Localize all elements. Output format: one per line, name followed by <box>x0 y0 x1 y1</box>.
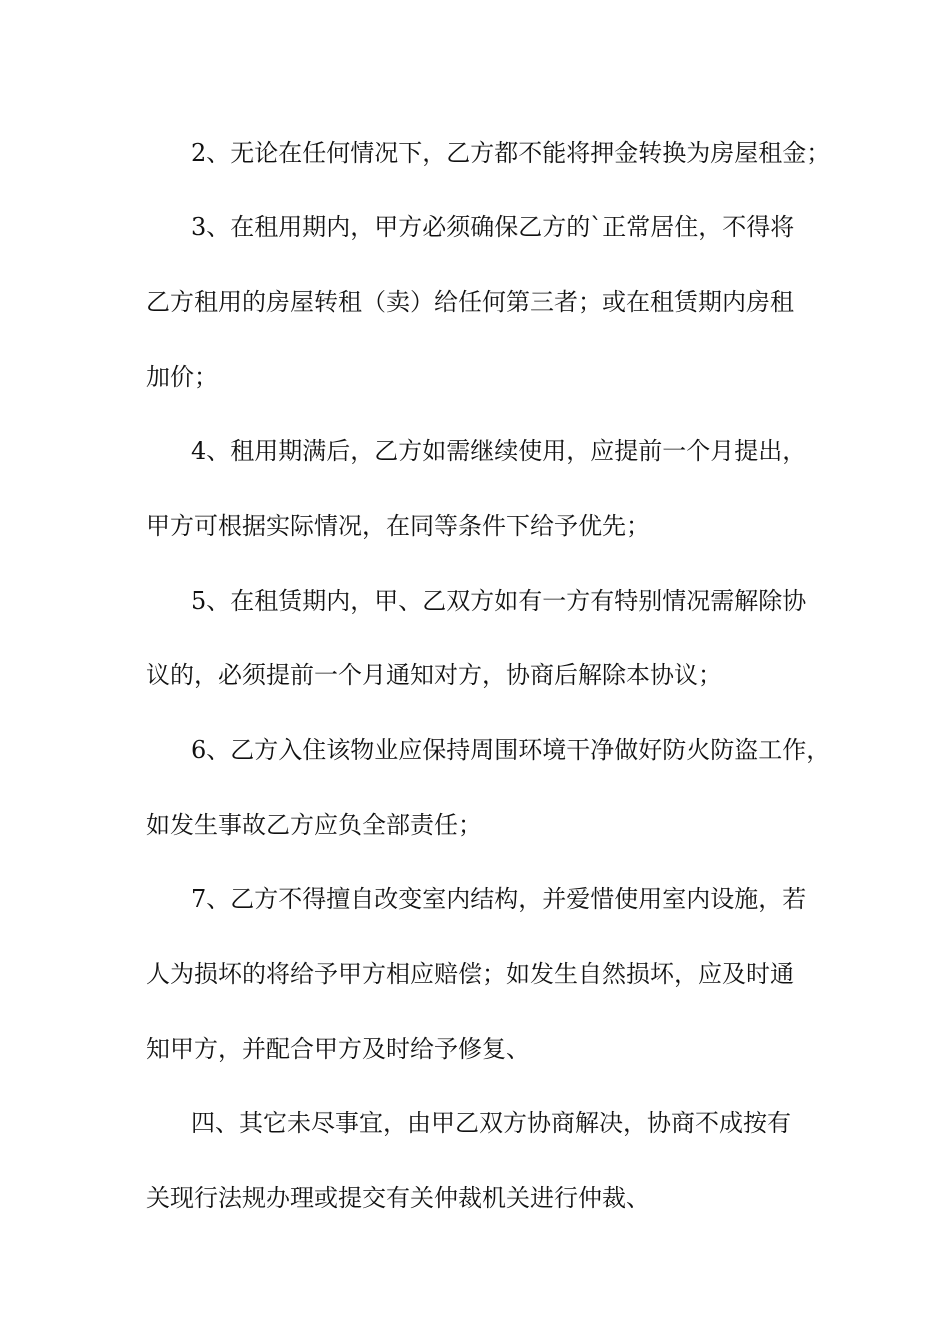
clause-7-line-1: 7、乙方不得擅自改变室内结构，并爱惜使用室内设施，若 <box>191 885 807 913</box>
clause-6-line-1: 6、乙方入住该物业应保持周围环境干净做好防火防盗工作， <box>191 736 831 764</box>
clause-3-line-1: 3、在租用期内，甲方必须确保乙方的`正常居住，不得将 <box>191 213 795 241</box>
clause-4-line-2: 甲方可根据实际情况，在同等条件下给予优先； <box>146 512 650 540</box>
clause-2-line-1: 2、无论在任何情况下，乙方都不能将押金转换为房屋租金； <box>191 139 831 167</box>
section-4-line-2: 关现行法规办理或提交有关仲裁机关进行仲裁、 <box>146 1184 650 1212</box>
section-4-line-1: 四、其它未尽事宜，由甲乙双方协商解决，协商不成按有 <box>191 1109 791 1137</box>
clause-7-line-3: 知甲方，并配合甲方及时给予修复、 <box>146 1035 530 1063</box>
clause-3-line-2: 乙方租用的房屋转租（卖）给任何第三者；或在租赁期内房租 <box>146 288 794 316</box>
clause-5-line-1: 5、在租赁期内，甲、乙双方如有一方有特别情况需解除协 <box>191 587 807 615</box>
clause-7-line-2: 人为损坏的将给予甲方相应赔偿；如发生自然损坏，应及时通 <box>146 960 794 988</box>
clause-3-line-3: 加价； <box>146 363 218 391</box>
clause-5-line-2: 议的，必须提前一个月通知对方，协商后解除本协议； <box>146 661 722 689</box>
clause-6-line-2: 如发生事故乙方应负全部责任； <box>146 811 482 839</box>
clause-4-line-1: 4、租用期满后，乙方如需继续使用，应提前一个月提出， <box>191 437 807 465</box>
